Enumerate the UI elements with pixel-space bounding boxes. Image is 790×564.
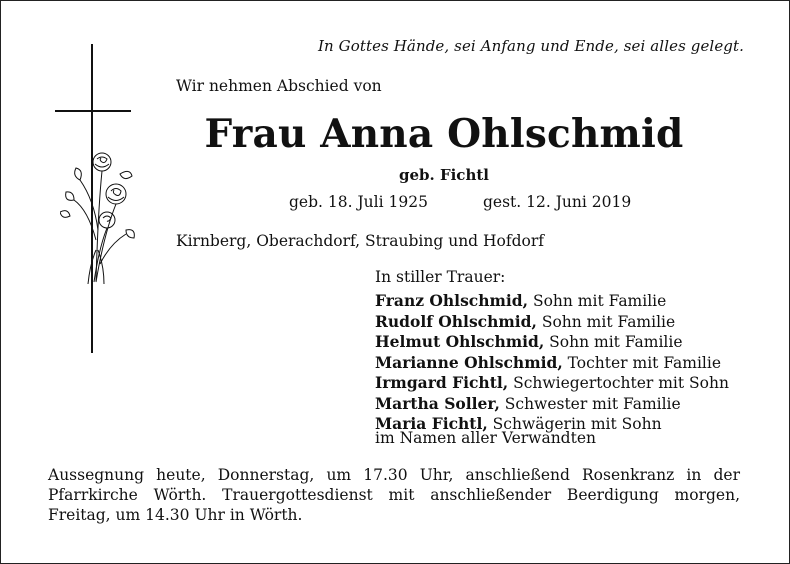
places-list: Kirnberg, Oberachdorf, Straubing und Hofdorf: [176, 232, 545, 250]
mourner-relation: Sohn mit Familie: [536, 312, 676, 331]
mourner-entry: [375, 353, 729, 374]
mourner-relation: Schwester mit Familie: [499, 394, 681, 413]
mourner-name: Irmgard Fichtl,: [375, 373, 509, 392]
mourner-relation: Sohn mit Familie: [528, 292, 667, 310]
birth-date: geb. 18. Juli 1925: [289, 193, 428, 211]
mourner-relation: Sohn mit Familie: [544, 333, 683, 351]
mourner-relation: Schwägerin mit Sohn: [487, 415, 662, 433]
mourner-name: Rudolf Ohlschmid,: [375, 311, 537, 331]
maiden-name: geb. Fichtl: [399, 166, 489, 184]
death-date: gest. 12. Juni 2019: [483, 193, 632, 211]
intro-text: Wir nehmen Abschied von: [176, 77, 382, 95]
mourner-name: Marianne Ohlschmid,: [375, 352, 563, 372]
mourner-entry: [375, 373, 729, 394]
relatives-note: im Namen aller Verwandten: [375, 429, 596, 447]
mourners-list: [375, 291, 729, 435]
mourner-entry: [375, 291, 729, 312]
motto-quote: In Gottes Hände, sei Anfang und Ende, sei alles gelegt.: [317, 37, 744, 55]
funeral-notice: Aussegnung heute, Donnerstag, um 17.30 Uhr, anschließend Rosenkranz in der Pfarrkirche Wörth. Trauergottesdienst mit anschließender Beerdigung morgen, Freitag, um 14.30 Uhr in Wörth.: [48, 466, 740, 524]
mourner-entry: [375, 394, 729, 415]
mourner-entry: [375, 332, 729, 353]
mourner-name: Maria Fichtl,: [375, 414, 488, 433]
mourner-name: Franz Ohlschmid,: [375, 291, 529, 310]
deceased-name: Frau Anna Ohlschmid: [204, 111, 684, 157]
mourner-name: Martha Soller,: [375, 393, 500, 413]
mourner-relation: Tochter mit Familie: [562, 353, 722, 372]
mourner-name: Helmut Ohlschmid,: [375, 332, 545, 351]
mourner-relation: Schwiegertochter mit Sohn: [508, 374, 729, 392]
mourner-entry: [375, 312, 729, 333]
mourning-intro: In stiller Trauer:: [375, 268, 506, 286]
